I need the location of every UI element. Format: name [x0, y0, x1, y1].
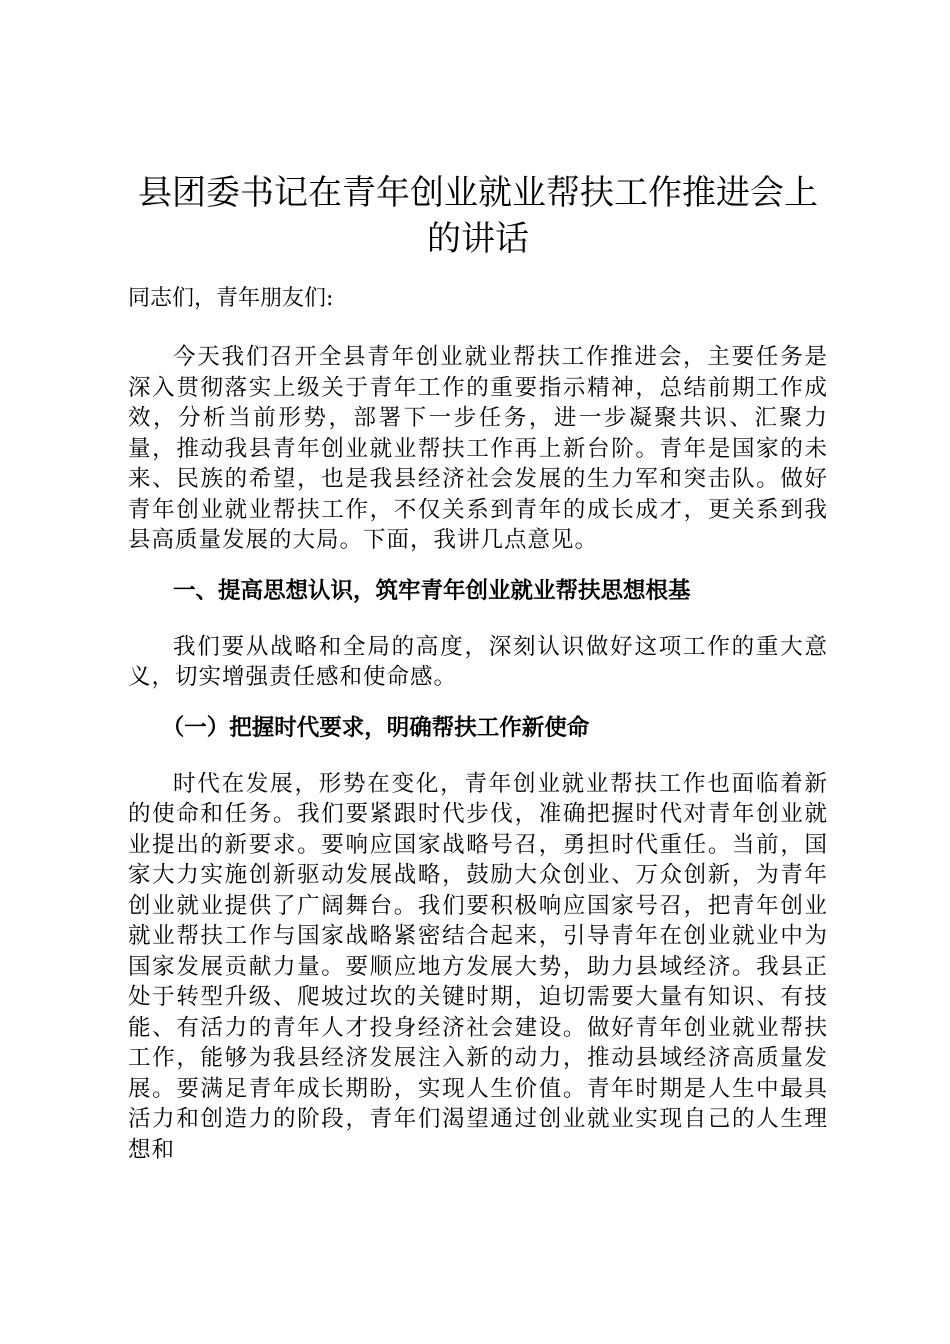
- section-1-heading: 一、提高思想认识，筑牢青年创业就业帮扶思想根基: [173, 577, 691, 604]
- subsection-1-paragraph: 时代在发展，形势在变化，青年创业就业帮扶工作也面临着新的使命和任务。我们要紧跟时代步伐，准确把握时代对青年创业就业提出的新要求。要响应国家战略号召，勇担时代重任。当前，国家大力实施创新驱动发展战略，鼓励大众创业、万众创新，为青年创业就业提供了广阔舞台。我们要积极响应国家号召，把青年创业就业帮扶工作与国家战略紧密结合起来，引导青年在创业就业中为国家发展贡献力量。要顺应地方发展大势，助力县域经济。我县正处于转型升级、爬坡过坎的关键时期，迫切需要大量有知识、有技能、有活力的青年人才投身经济社会建设。做好青年创业就业帮扶工作，能够为我县经济发展注入新的动力，推动县域经济高质量发展。要满足青年成长期盼，实现人生价值。青年时期是人生中最具活力和创造力的阶段，青年们渴望通过创业就业实现自己的人生理想和: [128, 770, 828, 1163]
- section-1-paragraph: 我们要从战略和全局的高度，深刻认识做好这项工作的重大意义，切实增强责任感和使命感。: [128, 633, 828, 690]
- salutation: 同志们，青年朋友们:: [128, 286, 334, 311]
- subsection-1-heading: （一）把握时代要求，明确帮扶工作新使命: [161, 714, 590, 741]
- document-page: [128, 170, 828, 1185]
- document-title: 县团委书记在青年创业就业帮扶工作推进会上的讲话: [138, 173, 818, 259]
- intro-paragraph: 今天我们召开全县青年创业就业帮扶工作推进会，主要任务是深入贯彻落实上级关于青年工作的重要指示精神，总结前期工作成效，分析当前形势，部署下一步任务，进一步凝聚共识、汇聚力量，推动我县青年创业就业帮扶工作再上新台阶。青年是国家的未来、民族的希望，也是我县经济社会发展的生力军和突击队。做好青年创业就业帮扶工作，不仅关系到青年的成长成才，更关系到我县高质量发展的大局。下面，我讲几点意见。: [128, 344, 828, 553]
